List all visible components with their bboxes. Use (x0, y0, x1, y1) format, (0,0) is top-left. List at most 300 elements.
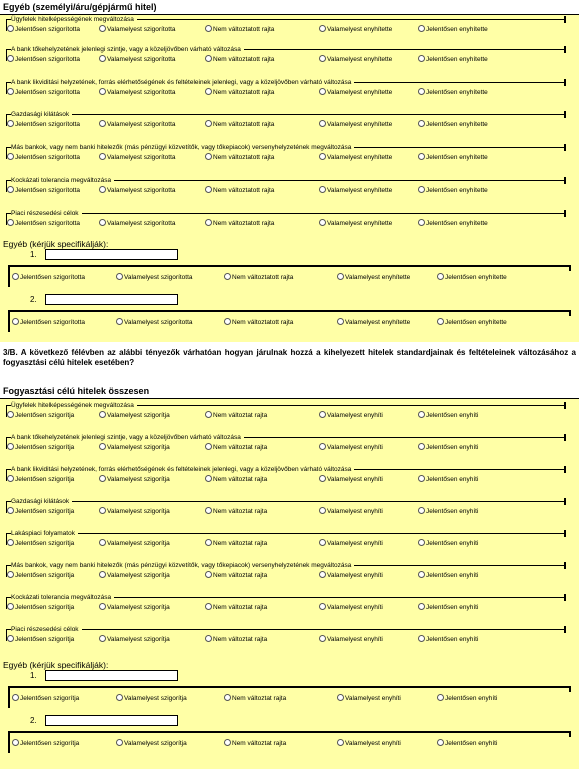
factor-group (3, 530, 566, 550)
radio-option[interactable] (99, 603, 170, 612)
option-label: Nem változtat rajta (213, 636, 268, 643)
factor-label: Kockázati tolerancia megváltozása (11, 177, 114, 185)
option-label: Nem változtat rajta (213, 540, 268, 547)
radio-icon[interactable] (116, 273, 123, 280)
radio-icon[interactable] (99, 55, 106, 62)
group-border (564, 177, 566, 184)
radio-option[interactable] (319, 507, 383, 516)
option-label: Valamelyest enyhítette (327, 220, 393, 227)
radio-icon[interactable] (99, 120, 106, 127)
radio-icon[interactable] (437, 318, 444, 325)
radio-option[interactable] (7, 603, 74, 612)
radio-group (12, 739, 568, 748)
radio-icon[interactable] (437, 273, 444, 280)
radio-icon[interactable] (99, 571, 106, 578)
option-label: Valamelyest szigorítja (124, 740, 187, 747)
radio-option[interactable] (319, 153, 392, 162)
group-border (8, 265, 10, 287)
option-label: Valamelyest enyhítette (327, 187, 393, 194)
radio-icon[interactable] (319, 153, 326, 160)
radio-option[interactable] (12, 739, 79, 748)
radio-option[interactable] (337, 318, 410, 327)
radio-group (7, 186, 567, 195)
radio-option[interactable] (418, 153, 488, 162)
group-border (8, 731, 10, 753)
group-border (6, 533, 566, 534)
radio-icon[interactable] (205, 571, 212, 578)
radio-option[interactable] (418, 186, 488, 195)
option-label: Jelentősen enyhítette (426, 26, 488, 33)
option-label: Nem változtat rajta (213, 476, 268, 483)
radio-option[interactable] (319, 635, 383, 644)
radio-option[interactable] (7, 539, 74, 548)
option-label: Valamelyest enyhítette (327, 56, 393, 63)
radio-option[interactable] (7, 507, 74, 516)
radio-icon[interactable] (205, 635, 212, 642)
factor-label: Gazdasági kilátások (11, 111, 72, 119)
section-other-consumer-credit (0, 0, 579, 342)
radio-icon[interactable] (437, 694, 444, 701)
radio-option[interactable] (205, 603, 267, 612)
radio-option[interactable] (319, 88, 392, 97)
radio-icon[interactable] (418, 571, 425, 578)
option-label: Valamelyest enyhítette (327, 89, 393, 96)
radio-option[interactable] (205, 186, 274, 195)
factor-group (3, 177, 566, 197)
radio-icon[interactable] (12, 318, 19, 325)
radio-option[interactable] (99, 507, 170, 516)
option-label: Nem változtatott rajta (213, 89, 275, 96)
radio-option[interactable] (319, 539, 383, 548)
option-label: Jelentősen szigorítja (15, 508, 75, 515)
option-label: Valamelyest szigorítja (107, 540, 170, 547)
radio-option[interactable] (437, 273, 507, 282)
radio-option[interactable] (99, 219, 176, 228)
group-border (564, 530, 566, 537)
radio-option[interactable] (418, 25, 488, 34)
radio-icon[interactable] (418, 55, 425, 62)
radio-icon[interactable] (418, 153, 425, 160)
radio-icon[interactable] (205, 443, 212, 450)
radio-option[interactable] (7, 153, 80, 162)
radio-option[interactable] (7, 186, 80, 195)
radio-option[interactable] (319, 475, 383, 484)
radio-option[interactable] (319, 55, 392, 64)
radio-option[interactable] (319, 219, 392, 228)
factor-label: A bank tőkehelyzetének jelenlegi szintje, vagy a közeljövőben várható változása (11, 434, 244, 442)
factor-group (3, 111, 566, 131)
radio-option[interactable] (205, 219, 274, 228)
option-label: Jelentősen szigorítja (15, 636, 75, 643)
radio-option[interactable] (205, 635, 267, 644)
option-label: Valamelyest szigorította (107, 121, 176, 128)
option-label: Valamelyest szigorította (107, 56, 176, 63)
radio-icon[interactable] (12, 694, 19, 701)
radio-icon[interactable] (205, 219, 212, 226)
option-label: Valamelyest enyhítette (327, 121, 393, 128)
radio-option[interactable] (319, 186, 392, 195)
radio-icon[interactable] (7, 120, 14, 127)
other-specify-input[interactable] (45, 249, 178, 260)
radio-icon[interactable] (337, 694, 344, 701)
option-label: Valamelyest enyhítette (327, 154, 393, 161)
option-label: Jelentősen szigorítja (15, 412, 75, 419)
radio-icon[interactable] (319, 219, 326, 226)
radio-icon[interactable] (224, 318, 231, 325)
option-label: Valamelyest szigorítja (107, 476, 170, 483)
option-label: Valamelyest szigorítja (107, 604, 170, 611)
radio-option[interactable] (99, 539, 170, 548)
radio-icon[interactable] (99, 411, 106, 418)
radio-icon[interactable] (337, 273, 344, 280)
radio-option[interactable] (99, 443, 170, 452)
option-label: Valamelyest szigorította (124, 274, 193, 281)
option-label: Nem változtat rajta (213, 412, 268, 419)
other-specify-input[interactable] (45, 715, 178, 726)
option-label: Jelentősen szigorítja (15, 540, 75, 547)
radio-option[interactable] (418, 475, 478, 484)
radio-icon[interactable] (99, 603, 106, 610)
radio-icon[interactable] (319, 539, 326, 546)
group-border (6, 213, 566, 214)
radio-option[interactable] (205, 25, 274, 34)
radio-option[interactable] (418, 603, 478, 612)
group-border (564, 79, 566, 86)
radio-option[interactable] (418, 55, 488, 64)
radio-option[interactable] (418, 88, 488, 97)
factor-group (3, 466, 566, 486)
section-consumer-credit-total (0, 384, 579, 769)
option-label: Valamelyest szigorítja (124, 695, 187, 702)
group-border (569, 265, 571, 271)
radio-icon[interactable] (99, 475, 106, 482)
radio-icon[interactable] (7, 219, 14, 226)
radio-group (7, 88, 567, 97)
option-label: Jelentősen enyhítette (426, 154, 488, 161)
radio-icon[interactable] (418, 219, 425, 226)
radio-icon[interactable] (7, 475, 14, 482)
radio-icon[interactable] (205, 186, 212, 193)
option-label: Jelentősen enyhítette (426, 220, 488, 227)
radio-option[interactable] (7, 120, 80, 129)
radio-icon[interactable] (319, 55, 326, 62)
radio-icon[interactable] (418, 507, 425, 514)
radio-icon[interactable] (116, 739, 123, 746)
radio-option[interactable] (205, 88, 274, 97)
radio-icon[interactable] (205, 120, 212, 127)
radio-group (7, 153, 567, 162)
radio-icon[interactable] (319, 507, 326, 514)
group-border (8, 310, 10, 332)
radio-option[interactable] (12, 273, 85, 282)
radio-icon[interactable] (319, 571, 326, 578)
radio-option[interactable] (224, 694, 286, 703)
radio-icon[interactable] (319, 411, 326, 418)
radio-option[interactable] (418, 120, 488, 129)
radio-icon[interactable] (205, 411, 212, 418)
radio-option[interactable] (319, 571, 383, 580)
option-label: Jelentősen szigorítja (15, 476, 75, 483)
factor-group (3, 498, 566, 518)
radio-option[interactable] (99, 635, 170, 644)
radio-icon[interactable] (437, 739, 444, 746)
radio-option[interactable] (99, 186, 176, 195)
option-label: Valamelyest enyhítette (345, 319, 411, 326)
radio-icon[interactable] (205, 25, 212, 32)
radio-option[interactable] (418, 411, 478, 420)
radio-option[interactable] (12, 318, 85, 327)
option-label: Jelentősen szigorította (20, 319, 86, 326)
radio-option[interactable] (437, 739, 497, 748)
radio-option[interactable] (99, 120, 176, 129)
group-border (8, 686, 571, 688)
radio-option[interactable] (7, 55, 80, 64)
factor-label: A bank tőkehelyzetének jelenlegi szintje, vagy a közeljövőben várható változása (11, 46, 244, 54)
radio-option[interactable] (418, 571, 478, 580)
radio-icon[interactable] (205, 539, 212, 546)
factor-label: Piaci részesedési célok (11, 626, 82, 634)
radio-option[interactable] (205, 475, 267, 484)
radio-icon[interactable] (224, 739, 231, 746)
radio-icon[interactable] (205, 507, 212, 514)
radio-option[interactable] (99, 571, 170, 580)
other-specify-input[interactable] (45, 294, 178, 305)
radio-option[interactable] (319, 25, 392, 34)
radio-option[interactable] (12, 694, 79, 703)
radio-icon[interactable] (418, 411, 425, 418)
radio-option[interactable] (437, 318, 507, 327)
option-label: Jelentősen szigorította (15, 187, 81, 194)
option-label: Jelentősen enyhíti (426, 540, 479, 547)
radio-icon[interactable] (99, 153, 106, 160)
radio-option[interactable] (418, 539, 478, 548)
radio-option[interactable] (224, 273, 293, 282)
radio-option[interactable] (99, 411, 170, 420)
group-border (8, 265, 571, 267)
radio-option[interactable] (319, 603, 383, 612)
radio-icon[interactable] (319, 443, 326, 450)
radio-icon[interactable] (418, 25, 425, 32)
radio-icon[interactable] (205, 153, 212, 160)
radio-icon[interactable] (337, 739, 344, 746)
other-specify-input[interactable] (45, 670, 178, 681)
factor-label: Ügyfelek hitelképességének megváltozása (11, 16, 137, 24)
section-title: Egyéb (személyi/áru/gépjármű hitel) (0, 0, 579, 15)
option-label: Jelentősen szigorítja (15, 444, 75, 451)
radio-option[interactable] (7, 219, 80, 228)
factor-group (3, 16, 566, 36)
radio-icon[interactable] (12, 739, 19, 746)
radio-option[interactable] (418, 635, 478, 644)
factor-group (3, 210, 566, 230)
radio-option[interactable] (205, 507, 267, 516)
option-label: Valamelyest szigorítja (107, 508, 170, 515)
radio-option[interactable] (116, 273, 193, 282)
option-label: Valamelyest enyhíti (345, 740, 401, 747)
radio-option[interactable] (7, 475, 74, 484)
radio-icon[interactable] (7, 539, 14, 546)
radio-icon[interactable] (319, 603, 326, 610)
radio-icon[interactable] (7, 88, 14, 95)
radio-option[interactable] (7, 443, 74, 452)
option-label: Valamelyest szigorította (107, 220, 176, 227)
radio-icon[interactable] (99, 219, 106, 226)
radio-option[interactable] (337, 273, 410, 282)
radio-option[interactable] (418, 507, 478, 516)
radio-icon[interactable] (7, 186, 14, 193)
radio-option[interactable] (205, 571, 267, 580)
option-label: Valamelyest szigorította (107, 187, 176, 194)
radio-option[interactable] (319, 411, 383, 420)
option-label: Jelentősen szigorította (15, 56, 81, 63)
option-label: Jelentősen szigorítja (15, 572, 75, 579)
group-border (564, 16, 566, 23)
radio-option[interactable] (319, 120, 392, 129)
factor-group (3, 594, 566, 614)
radio-icon[interactable] (418, 443, 425, 450)
radio-option[interactable] (7, 88, 80, 97)
option-label: Jelentősen enyhíti (426, 636, 479, 643)
group-border (6, 501, 566, 502)
radio-icon[interactable] (7, 507, 14, 514)
radio-icon[interactable] (319, 88, 326, 95)
radio-option[interactable] (99, 153, 176, 162)
radio-option[interactable] (319, 443, 383, 452)
radio-icon[interactable] (7, 55, 14, 62)
factor-label: Más bankok, vagy nem banki hitelezők (más pénzügyi közvetítők, vagy tőkepiacok) versenyhelyzetének megváltozása (11, 144, 354, 152)
radio-icon[interactable] (99, 186, 106, 193)
radio-icon[interactable] (418, 635, 425, 642)
option-label: Nem változtatott rajta (232, 319, 294, 326)
option-label: Nem változtat rajta (213, 444, 268, 451)
radio-icon[interactable] (205, 88, 212, 95)
section-title: Fogyasztási célú hitelek összesen (0, 384, 579, 399)
radio-icon[interactable] (7, 635, 14, 642)
group-border (569, 731, 571, 737)
other-radio-group (8, 265, 571, 287)
option-label: Jelentősen szigorította (15, 26, 81, 33)
radio-option[interactable] (7, 25, 80, 34)
radio-icon[interactable] (116, 694, 123, 701)
option-label: Nem változtat rajta (213, 508, 268, 515)
radio-option[interactable] (7, 635, 74, 644)
radio-icon[interactable] (7, 571, 14, 578)
radio-group (7, 25, 567, 34)
radio-icon[interactable] (7, 443, 14, 450)
radio-icon[interactable] (99, 507, 106, 514)
option-label: Valamelyest enyhíti (327, 572, 383, 579)
factor-group (3, 46, 566, 66)
group-border (564, 111, 566, 118)
group-border (564, 144, 566, 151)
radio-option[interactable] (99, 475, 170, 484)
radio-icon[interactable] (205, 475, 212, 482)
radio-option[interactable] (205, 539, 267, 548)
radio-icon[interactable] (418, 120, 425, 127)
radio-icon[interactable] (116, 318, 123, 325)
radio-option[interactable] (7, 571, 74, 580)
option-label: Jelentősen enyhíti (426, 572, 479, 579)
radio-option[interactable] (99, 88, 176, 97)
group-border (6, 629, 566, 630)
radio-option[interactable] (7, 411, 74, 420)
factor-group (3, 79, 566, 99)
group-border (564, 466, 566, 473)
radio-icon[interactable] (7, 25, 14, 32)
option-label: Valamelyest enyhítette (327, 26, 393, 33)
radio-group (12, 694, 568, 703)
radio-option[interactable] (99, 25, 176, 34)
radio-icon[interactable] (7, 411, 14, 418)
radio-icon[interactable] (224, 273, 231, 280)
radio-icon[interactable] (319, 475, 326, 482)
option-label: Nem változtatott rajta (213, 26, 275, 33)
factor-label: Kockázati tolerancia megváltozása (11, 594, 114, 602)
option-label: Jelentősen szigorítja (15, 604, 75, 611)
radio-icon[interactable] (418, 186, 425, 193)
radio-icon[interactable] (418, 88, 425, 95)
group-border (8, 686, 10, 708)
radio-option[interactable] (116, 739, 187, 748)
radio-option[interactable] (205, 411, 267, 420)
radio-icon[interactable] (99, 539, 106, 546)
radio-icon[interactable] (224, 694, 231, 701)
option-label: Valamelyest enyhíti (327, 636, 383, 643)
radio-option[interactable] (418, 443, 478, 452)
radio-icon[interactable] (99, 635, 106, 642)
radio-icon[interactable] (7, 153, 14, 160)
radio-icon[interactable] (205, 55, 212, 62)
radio-icon[interactable] (319, 120, 326, 127)
radio-icon[interactable] (99, 88, 106, 95)
radio-group (7, 443, 567, 452)
radio-option[interactable] (337, 694, 401, 703)
radio-icon[interactable] (418, 475, 425, 482)
radio-option[interactable] (116, 318, 193, 327)
radio-icon[interactable] (319, 186, 326, 193)
radio-icon[interactable] (418, 603, 425, 610)
radio-icon[interactable] (205, 603, 212, 610)
option-label: Valamelyest szigorítja (107, 444, 170, 451)
radio-icon[interactable] (99, 443, 106, 450)
radio-option[interactable] (224, 739, 286, 748)
radio-option[interactable] (205, 120, 274, 129)
radio-option[interactable] (99, 55, 176, 64)
radio-option[interactable] (224, 318, 293, 327)
radio-icon[interactable] (12, 273, 19, 280)
radio-option[interactable] (205, 153, 274, 162)
radio-option[interactable] (205, 443, 267, 452)
radio-option[interactable] (418, 219, 488, 228)
radio-icon[interactable] (319, 635, 326, 642)
radio-option[interactable] (205, 55, 274, 64)
radio-icon[interactable] (7, 603, 14, 610)
factor-group (3, 626, 566, 646)
radio-group (12, 318, 568, 327)
option-label: Valamelyest szigorította (124, 319, 193, 326)
option-label: Jelentősen szigorította (15, 89, 81, 96)
radio-option[interactable] (437, 694, 497, 703)
radio-icon[interactable] (337, 318, 344, 325)
radio-option[interactable] (337, 739, 401, 748)
radio-icon[interactable] (418, 539, 425, 546)
radio-icon[interactable] (319, 25, 326, 32)
radio-icon[interactable] (99, 25, 106, 32)
radio-option[interactable] (116, 694, 187, 703)
other-item-number: 2. (30, 716, 37, 725)
other-item-number: 2. (30, 295, 37, 304)
group-border (564, 562, 566, 569)
